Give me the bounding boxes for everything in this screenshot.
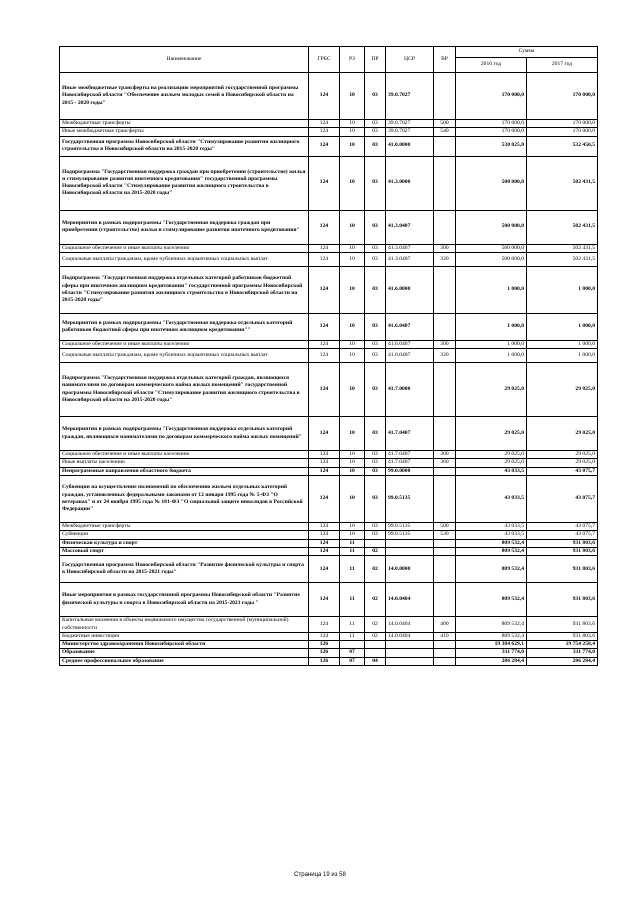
cell-pr: [365, 641, 386, 649]
table-row: [60, 313, 598, 340]
cell-y2017: 931 803,6: [527, 547, 598, 555]
cell-y2016: 1 000,0: [456, 349, 527, 363]
cell-rz: 10: [340, 531, 365, 539]
cell-vr: [434, 210, 456, 244]
cell-grbs: 126: [309, 641, 340, 649]
cell-csr: 41.6.0407: [386, 313, 434, 340]
table-row: [60, 451, 598, 459]
cell-name: Субвенции на осуществление полномочий по обеспечению жильем отдельных категорий граждан, установленных федеральными законами от 12 января 1995 года № 5-ФЗ "О ветеранах" и от 24 ноября 1995 года № 181-ФЗ "О социальной защите инвалидов в Российской Федерации": [60, 476, 309, 523]
cell-pr: 02: [365, 556, 386, 583]
cell-csr: 41.3.0407: [386, 244, 434, 252]
cell-y2017: 1 000,0: [527, 349, 598, 363]
cell-y2017: 43 075,7: [527, 531, 598, 539]
cell-vr: 410: [434, 632, 456, 640]
cell-name: Непрограммные направления областного бюджета: [60, 467, 309, 475]
cell-name: Подпрограмма "Государственная поддержка отдельных категорий работников бюджетной сферы при ипотечном жилищном кредитовании" государственной программы Новосибирской области "Стимулирование развития жилищного строительства в Новосибирской области на 2015-2020 годы": [60, 266, 309, 313]
table-row: [60, 128, 598, 136]
cell-csr: 41.0.0000: [386, 136, 434, 156]
cell-name: Образование: [60, 649, 309, 657]
cell-csr: 41.7.0407: [386, 451, 434, 459]
cell-pr: 03: [365, 417, 386, 451]
cell-csr: 41.3.0000: [386, 156, 434, 210]
cell-vr: [434, 547, 456, 555]
page-number: Страница 19 из 58: [294, 872, 346, 878]
cell-csr: [386, 539, 434, 547]
cell-y2017: 29 025,0: [527, 417, 598, 451]
cell-y2017: 29 025,0: [527, 459, 598, 467]
cell-pr: 02: [365, 632, 386, 640]
cell-vr: 300: [434, 244, 456, 252]
cell-vr: [434, 136, 456, 156]
cell-rz: 10: [340, 349, 365, 363]
cell-name: Капитальные вложения в объекты недвижимого имущества государственной (муниципальной) собственности: [60, 617, 309, 633]
cell-rz: 11: [340, 617, 365, 633]
cell-name: Социальное обеспечение и иные выплаты населению: [60, 340, 309, 348]
cell-y2016: 500 000,0: [456, 210, 527, 244]
cell-rz: 10: [340, 252, 365, 266]
cell-y2016: 29 025,0: [456, 459, 527, 467]
cell-grbs: 124: [309, 459, 340, 467]
cell-vr: [434, 266, 456, 313]
cell-csr: [386, 547, 434, 555]
cell-csr: 14.0.0404: [386, 583, 434, 617]
cell-rz: 10: [340, 340, 365, 348]
cell-y2017: 170 000,0: [527, 73, 598, 120]
cell-y2016: 19 384 629,1: [456, 641, 527, 649]
cell-y2017: 931 803,6: [527, 556, 598, 583]
cell-y2016: 286 284,4: [456, 657, 527, 665]
cell-pr: 03: [365, 73, 386, 120]
cell-grbs: 124: [309, 632, 340, 640]
cell-y2016: 809 532,4: [456, 556, 527, 583]
table-row: [60, 531, 598, 539]
cell-rz: 07: [340, 657, 365, 665]
cell-y2017: 311 774,0: [527, 649, 598, 657]
cell-rz: 10: [340, 313, 365, 340]
cell-vr: [434, 657, 456, 665]
table-row: [60, 657, 598, 665]
cell-rz: 10: [340, 210, 365, 244]
cell-grbs: 126: [309, 649, 340, 657]
cell-y2016: 809 532,4: [456, 539, 527, 547]
cell-vr: 300: [434, 451, 456, 459]
cell-vr: [434, 156, 456, 210]
cell-pr: 03: [365, 120, 386, 128]
cell-y2017: 931 803,6: [527, 617, 598, 633]
cell-grbs: 124: [309, 617, 340, 633]
cell-csr: [386, 657, 434, 665]
table-row: [60, 210, 598, 244]
cell-vr: [434, 417, 456, 451]
cell-pr: 03: [365, 210, 386, 244]
cell-name: Министерство здравоохранения Новосибирской области: [60, 641, 309, 649]
cell-csr: 41.7.0407: [386, 417, 434, 451]
cell-y2017: 170 000,0: [527, 128, 598, 136]
cell-grbs: 124: [309, 547, 340, 555]
cell-grbs: 124: [309, 136, 340, 156]
cell-name: Иные выплаты населению: [60, 459, 309, 467]
cell-y2017: 29 025,0: [527, 363, 598, 417]
cell-y2017: 43 075,7: [527, 476, 598, 523]
cell-y2017: 931 803,6: [527, 583, 598, 617]
cell-pr: 03: [365, 313, 386, 340]
cell-grbs: 124: [309, 583, 340, 617]
table-row: [60, 156, 598, 210]
cell-vr: 320: [434, 349, 456, 363]
cell-rz: 11: [340, 547, 365, 555]
cell-vr: 540: [434, 128, 456, 136]
cell-y2017: 43 075,7: [527, 523, 598, 531]
budget-table: [59, 46, 598, 666]
cell-rz: [340, 641, 365, 649]
cell-pr: 03: [365, 128, 386, 136]
cell-pr: 03: [365, 156, 386, 210]
cell-y2016: 500 000,0: [456, 252, 527, 266]
cell-csr: [386, 649, 434, 657]
cell-pr: 04: [365, 657, 386, 665]
cell-grbs: 124: [309, 73, 340, 120]
cell-y2016: 43 033,5: [456, 476, 527, 523]
cell-csr: 39.0.7027: [386, 73, 434, 120]
cell-pr: 03: [365, 340, 386, 348]
cell-rz: 11: [340, 632, 365, 640]
cell-grbs: 124: [309, 244, 340, 252]
cell-csr: 39.0.7027: [386, 120, 434, 128]
cell-rz: 11: [340, 539, 365, 547]
cell-vr: [434, 583, 456, 617]
cell-y2017: 502 431,5: [527, 252, 598, 266]
cell-rz: 10: [340, 363, 365, 417]
cell-pr: 03: [365, 136, 386, 156]
cell-pr: 03: [365, 252, 386, 266]
cell-rz: 10: [340, 266, 365, 313]
cell-pr: [365, 649, 386, 657]
table-row: [60, 244, 598, 252]
cell-name: Мероприятия в рамках подпрограммы "Государственная поддержка отдельных категорий работников бюджетной сферы при ипотечном жилищном кредитовании"": [60, 313, 309, 340]
cell-name: Социальные выплаты гражданам, кроме публичных нормативных социальных выплат: [60, 349, 309, 363]
cell-vr: 500: [434, 120, 456, 128]
header-pr: ПР: [365, 47, 386, 73]
cell-grbs: 124: [309, 523, 340, 531]
cell-pr: 03: [365, 266, 386, 313]
cell-rz: 10: [340, 476, 365, 523]
cell-csr: 14.0.0000: [386, 556, 434, 583]
table-row: [60, 617, 598, 633]
cell-y2016: 43 033,5: [456, 523, 527, 531]
table-row: [60, 556, 598, 583]
cell-rz: 10: [340, 73, 365, 120]
cell-pr: [365, 539, 386, 547]
cell-y2017: 532 456,5: [527, 136, 598, 156]
table-row: [60, 547, 598, 555]
cell-name: Государственная программа Новосибирской области "Стимулирование развития жилищного строительства в Новосибирской области на 2015-2020 годы": [60, 136, 309, 156]
header-sum: Сумма: [456, 47, 598, 58]
table-row: [60, 252, 598, 266]
cell-name: Межбюджетные трансферты: [60, 523, 309, 531]
cell-rz: 07: [340, 649, 365, 657]
cell-csr: 14.0.0404: [386, 632, 434, 640]
cell-y2016: 809 532,4: [456, 617, 527, 633]
header-name: Наименование: [60, 47, 309, 73]
cell-grbs: 124: [309, 266, 340, 313]
cell-y2016: 29 025,0: [456, 363, 527, 417]
header-rz: РЗ: [340, 47, 365, 73]
cell-y2016: 500 000,0: [456, 156, 527, 210]
cell-vr: 300: [434, 340, 456, 348]
cell-name: Иные межбюджетные трансферты на реализацию мероприятий государственной программы Новосибирской области "Обеспечение жильем молодых семей в Новосибирской области на 2015 - 2020 годы": [60, 73, 309, 120]
cell-name: Субвенции: [60, 531, 309, 539]
cell-grbs: 124: [309, 556, 340, 583]
cell-pr: 03: [365, 349, 386, 363]
cell-y2017: 286 284,4: [527, 657, 598, 665]
cell-pr: 03: [365, 476, 386, 523]
cell-y2016: 530 025,0: [456, 136, 527, 156]
cell-csr: 39.0.7027: [386, 128, 434, 136]
header-2016: 2016 год: [456, 58, 527, 73]
cell-name: Подпрограмма "Государственная поддержка отдельных категорий граждан, являющихся нанимателями по договорам коммерческого найма жилых помещений" государственной программы Новосибирской области "Стимулирование развития жилищного строительства в Новосибирской области на 2015-2020 годы": [60, 363, 309, 417]
cell-rz: 10: [340, 459, 365, 467]
cell-grbs: 124: [309, 252, 340, 266]
cell-y2016: 311 774,0: [456, 649, 527, 657]
cell-grbs: 124: [309, 363, 340, 417]
cell-rz: 10: [340, 128, 365, 136]
cell-y2016: 1 000,0: [456, 266, 527, 313]
cell-name: Физическая культура и спорт: [60, 539, 309, 547]
cell-grbs: 124: [309, 531, 340, 539]
cell-grbs: 124: [309, 349, 340, 363]
cell-y2017: 170 000,0: [527, 120, 598, 128]
cell-vr: [434, 556, 456, 583]
cell-vr: [434, 539, 456, 547]
cell-pr: 03: [365, 244, 386, 252]
cell-rz: 10: [340, 467, 365, 475]
cell-vr: 360: [434, 459, 456, 467]
header-csr: ЦСР: [386, 47, 434, 73]
cell-grbs: 124: [309, 417, 340, 451]
cell-rz: 10: [340, 156, 365, 210]
cell-y2016: 43 033,5: [456, 467, 527, 475]
cell-y2017: 931 803,6: [527, 632, 598, 640]
cell-grbs: 124: [309, 467, 340, 475]
cell-rz: 11: [340, 556, 365, 583]
cell-pr: 03: [365, 451, 386, 459]
table-row: [60, 539, 598, 547]
cell-vr: [434, 467, 456, 475]
cell-csr: 41.3.0407: [386, 252, 434, 266]
table-row: [60, 349, 598, 363]
table-row: [60, 583, 598, 617]
cell-y2017: 1 000,0: [527, 266, 598, 313]
cell-y2016: 809 532,4: [456, 583, 527, 617]
cell-name: Государственная программа Новосибирской области "Развитие физической культуры и спорта в Новосибирской области на 2015-2021 годы": [60, 556, 309, 583]
cell-csr: 41.6.0000: [386, 266, 434, 313]
cell-grbs: 124: [309, 120, 340, 128]
cell-name: Мероприятия в рамках подпрограммы "Государственная поддержка граждан при приобретении (строительстве) жилья и стимулирование развития ипотечного кредитования": [60, 210, 309, 244]
cell-y2017: 19 754 258,4: [527, 641, 598, 649]
cell-grbs: 124: [309, 210, 340, 244]
cell-grbs: 124: [309, 340, 340, 348]
cell-vr: 320: [434, 252, 456, 266]
cell-pr: 02: [365, 617, 386, 633]
cell-name: Социальные выплаты гражданам, кроме публичных нормативных социальных выплат: [60, 252, 309, 266]
table-row: [60, 136, 598, 156]
table-row: [60, 417, 598, 451]
cell-name: Массовый спорт: [60, 547, 309, 555]
cell-vr: [434, 649, 456, 657]
cell-vr: [434, 313, 456, 340]
cell-y2017: 1 000,0: [527, 313, 598, 340]
cell-pr: 02: [365, 547, 386, 555]
cell-rz: 10: [340, 136, 365, 156]
header-grbs: ГРБС: [309, 47, 340, 73]
cell-y2016: 29 025,0: [456, 451, 527, 459]
cell-grbs: 124: [309, 156, 340, 210]
table-row: [60, 120, 598, 128]
cell-y2016: 1 000,0: [456, 313, 527, 340]
table-row: [60, 649, 598, 657]
table-body: [60, 73, 598, 666]
cell-rz: 10: [340, 451, 365, 459]
cell-name: Подпрограмма "Государственная поддержка граждан при приобретении (строительстве) жилья и стимулирование развития ипотечного кредитования" государственной программы Новосибирской области "Стимулирование развития жилищного строительства в Новосибирской области на 2015-2020 годы": [60, 156, 309, 210]
cell-csr: 41.3.0407: [386, 210, 434, 244]
table-row: [60, 476, 598, 523]
cell-csr: [386, 641, 434, 649]
cell-csr: 41.7.0000: [386, 363, 434, 417]
table-row: [60, 363, 598, 417]
cell-name: Социальное обеспечение и иные выплаты населению: [60, 451, 309, 459]
cell-vr: [434, 363, 456, 417]
cell-name: Иные мероприятия в рамках государственной программы Новосибирской области "Развитие физической культуры и спорта в Новосибирской области на 2015-2021 годы ": [60, 583, 309, 617]
cell-rz: 10: [340, 523, 365, 531]
table-row: [60, 523, 598, 531]
cell-y2017: 43 075,7: [527, 467, 598, 475]
cell-vr: 530: [434, 531, 456, 539]
cell-y2016: 170 000,0: [456, 120, 527, 128]
cell-csr: 14.0.0404: [386, 617, 434, 633]
table-row: [60, 632, 598, 640]
cell-y2016: 809 532,4: [456, 547, 527, 555]
cell-grbs: 124: [309, 451, 340, 459]
cell-y2016: 29 025,0: [456, 417, 527, 451]
cell-y2017: 1 000,0: [527, 340, 598, 348]
cell-name: Мероприятия в рамках подпрограммы "Государственная поддержка отдельных категорий граждан, являющихся нанимателями по договорам коммерческого найма жилых помещений": [60, 417, 309, 451]
table-row: [60, 266, 598, 313]
cell-name: Бюджетные инвестиции: [60, 632, 309, 640]
cell-y2017: 502 431,5: [527, 244, 598, 252]
cell-y2016: 500 000,0: [456, 244, 527, 252]
header-vr: ВР: [434, 47, 456, 73]
cell-grbs: 124: [309, 539, 340, 547]
cell-y2017: 502 431,5: [527, 210, 598, 244]
cell-grbs: 124: [309, 128, 340, 136]
cell-y2016: 809 532,4: [456, 632, 527, 640]
cell-y2016: 170 000,0: [456, 73, 527, 120]
cell-vr: [434, 476, 456, 523]
cell-name: Социальное обеспечение и иные выплаты населению: [60, 244, 309, 252]
cell-y2016: 170 000,0: [456, 128, 527, 136]
cell-y2016: 43 033,5: [456, 531, 527, 539]
cell-grbs: 124: [309, 476, 340, 523]
table-row: [60, 641, 598, 649]
cell-rz: 11: [340, 583, 365, 617]
cell-pr: 03: [365, 459, 386, 467]
cell-rz: 10: [340, 244, 365, 252]
cell-pr: 02: [365, 583, 386, 617]
cell-grbs: 126: [309, 657, 340, 665]
table-row: [60, 340, 598, 348]
table-row: [60, 73, 598, 120]
cell-name: Среднее профессиональное образование: [60, 657, 309, 665]
cell-name: Межбюджетные трансферты: [60, 120, 309, 128]
cell-rz: 10: [340, 417, 365, 451]
cell-pr: 03: [365, 531, 386, 539]
cell-vr: [434, 641, 456, 649]
cell-pr: 03: [365, 467, 386, 475]
cell-csr: 99.0.5135: [386, 523, 434, 531]
cell-y2017: 29 025,0: [527, 451, 598, 459]
cell-vr: 400: [434, 617, 456, 633]
cell-y2017: 502 431,5: [527, 156, 598, 210]
cell-pr: 03: [365, 363, 386, 417]
cell-csr: 41.7.0407: [386, 459, 434, 467]
cell-y2016: 1 000,0: [456, 340, 527, 348]
cell-csr: 99.0.5135: [386, 531, 434, 539]
cell-csr: 99.0.5135: [386, 476, 434, 523]
cell-csr: 41.6.0407: [386, 340, 434, 348]
cell-y2017: 931 803,6: [527, 539, 598, 547]
header-2017: 2017 год: [527, 58, 598, 73]
cell-csr: 99.0.0000: [386, 467, 434, 475]
cell-name: Иные межбюджетные трансферты: [60, 128, 309, 136]
cell-pr: 03: [365, 523, 386, 531]
table-row: [60, 467, 598, 475]
cell-rz: 10: [340, 120, 365, 128]
table-row: [60, 459, 598, 467]
cell-csr: 41.6.0407: [386, 349, 434, 363]
cell-vr: 500: [434, 523, 456, 531]
cell-vr: [434, 73, 456, 120]
cell-grbs: 124: [309, 313, 340, 340]
